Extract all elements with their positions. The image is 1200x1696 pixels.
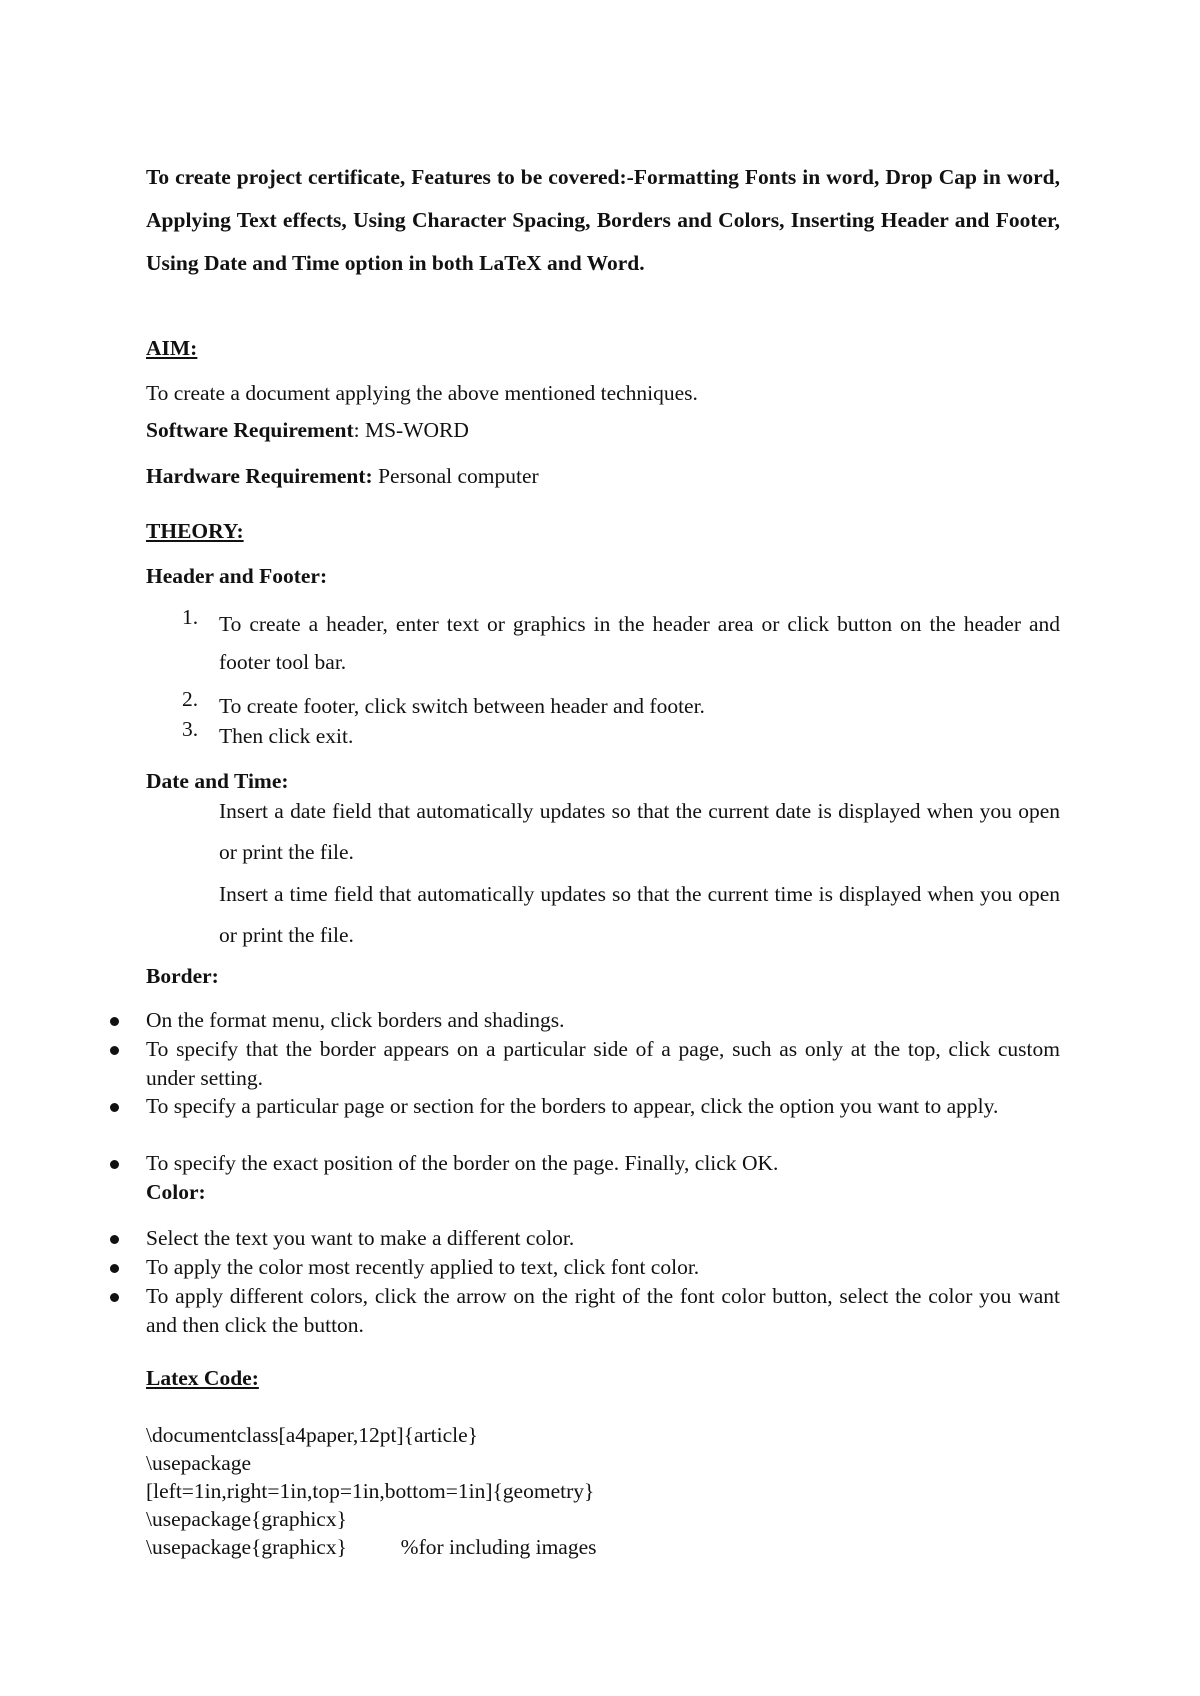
list-text: Then click exit. — [219, 724, 354, 748]
list-item — [146, 605, 1060, 681]
header-footer-heading: Header and Footer: — [146, 564, 328, 588]
latex-heading: Latex Code: — [146, 1366, 259, 1390]
list-item — [106, 1149, 1060, 1178]
bullet-icon — [110, 1264, 119, 1273]
aim-heading: AIM: — [146, 336, 198, 360]
code-line: \usepackage — [146, 1451, 252, 1475]
hardware-value: Personal computer — [372, 464, 539, 488]
date-text: Insert a date field that automatically updates so that the current date is displayed when you open or print the file. — [219, 799, 1060, 864]
list-text: On the format menu, click borders and shadings. — [146, 1008, 565, 1032]
list-number: 1. — [182, 605, 199, 629]
color-heading: Color: — [146, 1180, 206, 1204]
list-text: To specify the exact position of the border on the page. Finally, click OK. — [146, 1151, 779, 1175]
aim-text: To create a document applying the above mentioned techniques. — [146, 381, 698, 405]
list-text: To apply the color most recently applied to text, click font color. — [146, 1255, 700, 1279]
list-text: To apply different colors, click the arrow on the right of the font color button, select the color you want and then click the button. — [146, 1284, 1060, 1337]
time-text: Insert a time field that automatically updates so that the current time is displayed when you open or print the file. — [219, 882, 1060, 947]
software-label: Software Requirement — [146, 418, 354, 442]
list-item — [106, 1224, 1060, 1253]
software-value: : MS-WORD — [353, 418, 469, 442]
software-requirement — [146, 418, 469, 443]
list-item — [106, 1035, 1060, 1093]
date-time-heading: Date and Time: — [146, 769, 289, 793]
intro-paragraph: To create project certificate, Features to be covered:-Formatting Fonts in word, Drop Cap in word, Applying Text effects, Using Character Spacing, Borders and Colors, Inserting Header and Footer, Using Date and Time option in both LaTeX and Word. — [146, 165, 1060, 275]
list-text: To create footer, click switch between header and footer. — [219, 694, 705, 718]
list-text: To create a header, enter text or graphics in the header area or click button on the header and footer tool bar. — [219, 612, 1060, 674]
list-item — [106, 1006, 1060, 1035]
bullet-icon — [110, 1160, 119, 1169]
list-item — [146, 717, 1060, 755]
list-item — [106, 1253, 1060, 1282]
bullet-icon — [110, 1235, 119, 1244]
bullet-icon — [110, 1046, 119, 1055]
list-text: To specify that the border appears on a particular side of a page, such as only at the top, click custom under setting. — [146, 1037, 1060, 1090]
list-text: To specify a particular page or section for the borders to appear, click the option you want to apply. — [146, 1094, 999, 1118]
code-line: \documentclass[a4paper,12pt]{article} — [146, 1423, 478, 1447]
hardware-requirement — [146, 464, 539, 489]
list-text: Select the text you want to make a different color. — [146, 1226, 575, 1250]
bullet-icon — [110, 1103, 119, 1112]
list-item — [106, 1282, 1060, 1340]
hardware-label: Hardware Requirement: — [146, 464, 373, 488]
bullet-icon — [110, 1017, 119, 1026]
list-number: 2. — [182, 687, 199, 711]
list-item — [106, 1092, 1060, 1121]
list-number: 3. — [182, 717, 199, 741]
theory-heading: THEORY: — [146, 519, 244, 543]
code-line: \usepackage{graphicx} — [146, 1507, 347, 1531]
bullet-icon — [110, 1293, 119, 1302]
border-heading: Border: — [146, 964, 219, 988]
code-line: [left=1in,right=1in,top=1in,bottom=1in]{geometry} — [146, 1479, 595, 1503]
code-line: \usepackage{graphicx} %for including images — [146, 1535, 597, 1559]
